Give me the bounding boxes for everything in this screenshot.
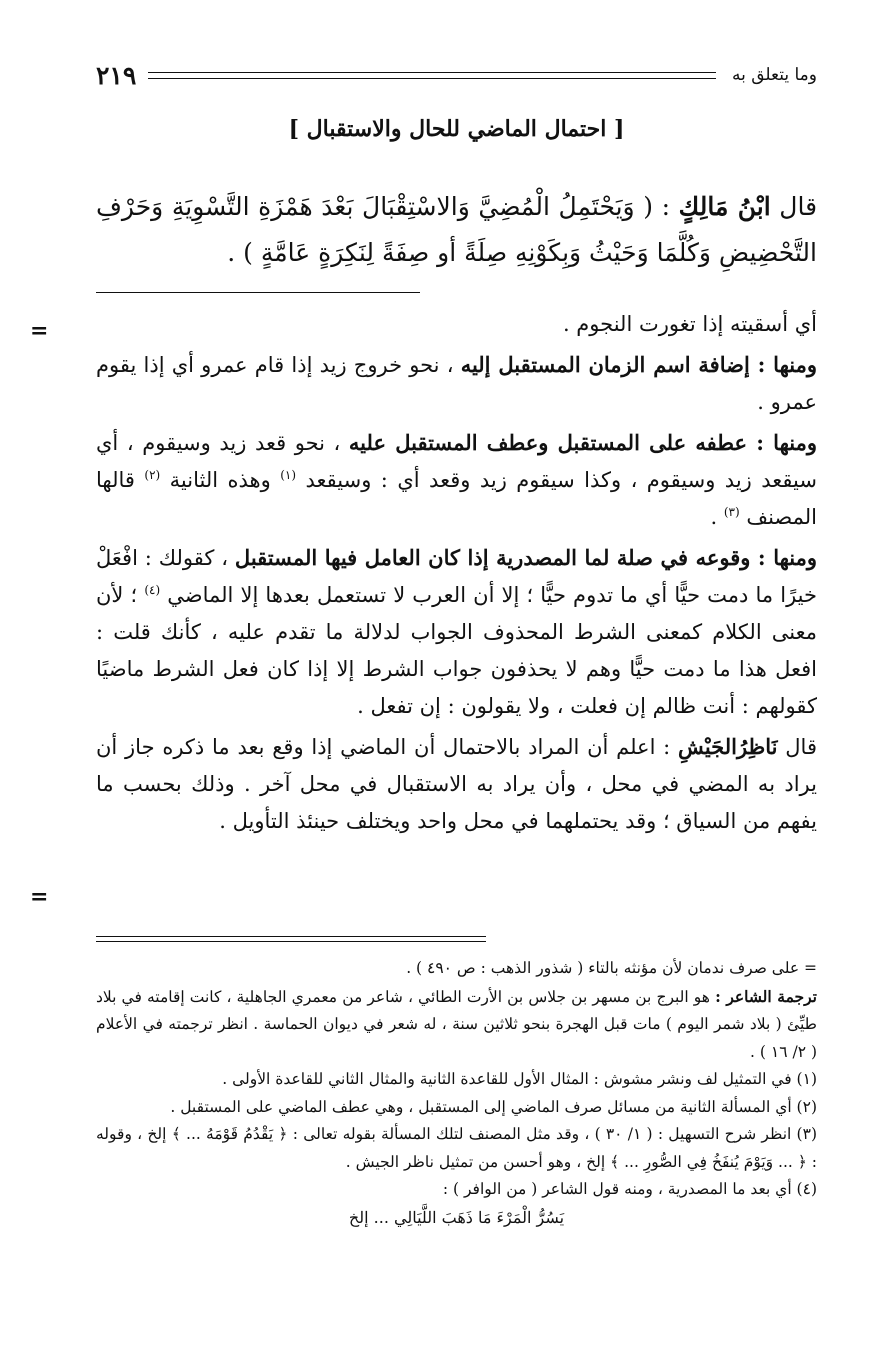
commentary-paragraph-5	[96, 728, 817, 840]
commentary-paragraph-1: أي أسقيته إذا تغورت النجوم .	[562, 312, 817, 336]
footnote-verse: يَسُرُّ الْمَرْءَ مَا ذَهَبَ اللَّيَالِي ... إلخ	[348, 1207, 565, 1227]
paragraph-2-text: ، نحو خروج زيد إذا قام عمرو أي إذا يقوم عمرو .	[96, 353, 817, 414]
commentary	[96, 306, 817, 840]
paragraph-3-lead: ومنها : عطفه على المستقبل وعطف المستقبل عليه	[348, 430, 817, 455]
running-title: وما يتعلق به	[731, 65, 817, 85]
paragraph-4-lead: ومنها : وقوعه في صلة لما المصدرية إذا كان العامل فيها المستقبل	[234, 545, 818, 570]
poet-bio-text: هو البرج بن مسهر بن جلاس بن الأرت الطائي ، شاعر من معمري الجاهلية ، كانت إقامته في بلاد طيِّئ ( بلاد شمر اليوم ) مات قبل الهجرة بنحو ثلاثين سنة ، له شعر في ديوان الحماسة . انظر ترجمته في الأعلام ( ٢/ ١٦ ) .	[96, 987, 817, 1061]
footnote-poet-bio	[96, 983, 817, 1067]
paragraph-5-name: نَاظِرُالجَيْشِ	[678, 734, 778, 759]
quoted-intro: قال	[779, 192, 818, 221]
quoted-body: : ( وَيَحْتَمِلُ الْمُضِيَّ وَالاسْتِقْبَالَ بَعْدَ هَمْزَةِ التَّسْوِيَةِ وَحَرْفِ التَّحْضِيضِ وَكُلَّمَا وَحَيْثُ وَبِكَوْنِهِ صِلَةً أو صِفَةً لِنَكِرَةٍ عَامَّةٍ ) .	[96, 192, 817, 267]
footnote-ref-2[interactable]: (٢)	[144, 468, 161, 482]
section-heading: [ احتمال الماضي للحال والاستقبال ]	[288, 116, 625, 142]
footnote-ref-1[interactable]: (١)	[280, 468, 297, 482]
paragraph-3-text-c: قالها المصنف	[96, 468, 817, 529]
quoted-author: ابْنُ مَالِكٍ	[678, 192, 771, 221]
paragraph-5-intro: قال	[785, 735, 817, 759]
footnote-1: (١) في التمثيل لف ونشر مشوش : المثال الأول للقاعدة الثانية والمثال الثاني للقاعدة الأولى .	[222, 1070, 817, 1088]
poet-bio-label: ترجمة الشاعر :	[715, 986, 817, 1006]
quoted-text-rule	[96, 292, 420, 293]
paragraph-4-text-b: ؛ لأن معنى الكلام كمعنى الشرط المحذوف الجواب لدلالة ما تقدم عليه ، كأنك قلت : افعل هذا ما دمت حيًّا وهم لا يحذفون جواب الشرط إلا إذا كان فعل الشرط ماضيًا كقولهم : أنت ظالم إن فعلت ، ولا يقولون : إن تفعل .	[96, 583, 817, 718]
commentary-paragraph-4	[96, 539, 817, 725]
quoted-text	[96, 184, 817, 276]
paragraph-5-text: : اعلم أن المراد بالاحتمال أن الماضي إذا وقع بعد ما ذكره جاز أن يراد به المضي في محل ، وأن يراد به الاستقبال في محل آخر . وذلك بحسب ما يفهم من السياق ؛ وقد يحتملهما في محل واحد ويختلف حينئذ التأويل .	[96, 735, 817, 833]
commentary-paragraph-2	[96, 346, 817, 421]
running-header	[96, 58, 817, 92]
continuation-mark-top: =	[30, 318, 49, 344]
footnote-ref-3[interactable]: (٣)	[723, 505, 740, 519]
paragraph-2-lead: ومنها : إضافة اسم الزمان المستقبل إليه	[460, 352, 817, 377]
header-double-rule	[148, 72, 716, 79]
paragraph-3-end: .	[710, 505, 718, 529]
footnote-continuation: = على صرف ندمان لأن مؤنثه بالتاء ( شذور الذهب : ص ٤٩٠ ) .	[406, 959, 817, 977]
paragraph-3-text-a: ، نحو قعد زيد وسيقوم ، أي سيقعد زيد وسيقوم ، وكذا سيقوم زيد وقعد أي : وسيقعد	[96, 431, 817, 492]
continuation-mark-bottom: =	[30, 884, 49, 910]
footnote-ref-4[interactable]: (٤)	[144, 583, 161, 597]
footnotes	[96, 955, 817, 1231]
page-number: ٢١٩	[96, 60, 137, 90]
footnote-separator	[96, 936, 486, 942]
footnote-3: (٣) انظر شرح التسهيل : ( ١/ ٣٠ ) ، وقد مثل المصنف لتلك المسألة بقوله تعالى : ﴿ يَقْدُمُ قَوْمَهُ ... ﴾ إلخ ، وقوله : ﴿ ... وَيَوْمَ يُنفَخُ فِي الصُّورِ ... ﴾ إلخ ، وهو أحسن من تمثيل ناظر الجيش .	[96, 1125, 817, 1171]
footnote-4: (٤) أي بعد ما المصدرية ، ومنه قول الشاعر ( من الوافر ) :	[442, 1180, 817, 1198]
paragraph-3-text-b: وهذه الثانية	[169, 468, 271, 492]
paragraph-4-text-a: ، كقولك : افْعَلْ خيرًا ما دمت حيًّا أي ما تدوم حيًّا ؛ إلا أن العرب لا تستعمل بعدها إلا الماضي	[96, 546, 818, 607]
footnote-2: (٢) أي المسألة الثانية من مسائل صرف الماضي إلى المستقبل ، وهي عطف الماضي على المستقبل .	[170, 1097, 817, 1116]
commentary-paragraph-3	[96, 424, 817, 536]
